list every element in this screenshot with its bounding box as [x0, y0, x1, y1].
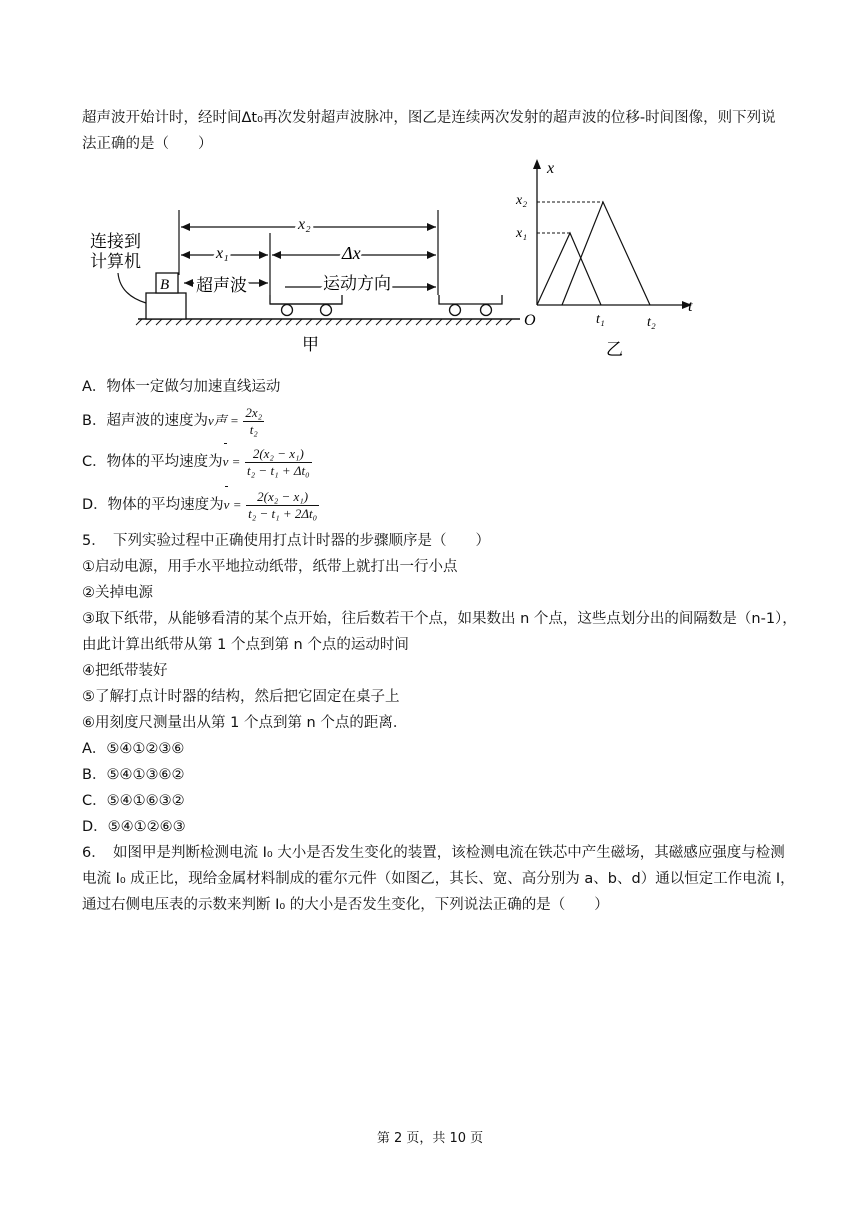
q4-option-b-denominator: t₂	[249, 421, 258, 437]
q5-option-b: B．⑤④①③⑥②	[82, 767, 185, 783]
q4-option-d-fraction	[246, 489, 319, 522]
q5-step-3-line-2: 由此计算出纸带从第 1 个点到第 n 个点的运动时间	[82, 637, 409, 653]
q4-option-d-denominator: t₂ − t₁ + 2Δt₀	[248, 505, 318, 521]
q5-step-2: ②关掉电源	[82, 585, 153, 601]
computer-label-line-2: 计算机	[90, 252, 141, 272]
q4-option-c-text: C．物体的平均速度为	[82, 454, 223, 470]
q5-step-6: ⑥用刻度尺测量出从第 1 个点到第 n 个点的距离．	[82, 715, 408, 731]
t2-tick-label: t₂	[647, 315, 656, 330]
axis-t-label: t	[688, 298, 693, 315]
t1-tick-label: t₁	[596, 312, 605, 327]
figure-jia	[80, 195, 520, 360]
q4-option-a: A．物体一定做匀加速直线运动	[82, 379, 281, 395]
q4-option-b	[82, 402, 264, 440]
computer-label-line-1: 连接到	[90, 232, 141, 252]
q4-option-c-numerator: 2(x₂ − x₁)	[245, 446, 312, 463]
q5-step-3-line-1: ③取下纸带，从能够看清的某个点开始，往后数若干个点，如果数出 n 个点，这些点划分出的间隔数是（n-1），	[82, 611, 797, 627]
q5-option-c: C．⑤④①⑥③②	[82, 793, 185, 809]
axis-x-label: x	[547, 160, 555, 177]
q4-option-b-text: B．超声波的速度为	[82, 413, 208, 429]
q4-option-d-text: D．物体的平均速度为	[82, 497, 224, 513]
v-bar-symbol: v	[223, 443, 229, 481]
q5-option-a: A．⑤④①②③⑥	[82, 741, 185, 757]
q5-option-d: D．⑤④①②⑥③	[82, 819, 186, 835]
v-bar-symbol: v	[224, 486, 230, 524]
question-6-stem-line-3: 通过右侧电压表的示数来判断 I₀ 的大小是否发生变化，下列说法正确的是（ ）	[82, 897, 609, 913]
equals-sign: =	[229, 497, 242, 512]
q4-option-c	[82, 443, 312, 481]
figure-jia-caption: 甲	[302, 335, 319, 355]
q5-step-1: ①启动电源，用手水平地拉动纸带，纸带上就打出一行小点	[82, 559, 458, 575]
origin-label: O	[524, 312, 536, 329]
x2-tick-label: x₂	[516, 193, 528, 208]
q4-option-c-fraction	[245, 446, 312, 479]
question-4-stem-line-1: 超声波开始计时，经时间Δt₀再次发射超声波脉冲，图乙是连续两次发射的超声波的位移-时间图像，则下列说	[82, 110, 776, 126]
figure-yi	[510, 155, 710, 360]
x1-tick-label: x₁	[516, 226, 528, 241]
question-5-stem: 5． 下列实验过程中正确使用打点计时器的步骤顺序是（ ）	[82, 533, 490, 549]
q4-option-b-fraction	[243, 405, 264, 438]
q4-option-d-numerator: 2(x₂ − x₁)	[246, 489, 319, 506]
q4-option-b-lhs: v声 =	[207, 413, 239, 428]
page-footer: 第 2 页，共 10 页	[376, 1131, 484, 1146]
x2-label: x₂	[298, 216, 311, 233]
q5-step-4: ④把纸带装好	[82, 663, 168, 679]
delta-x-label: Δx	[342, 243, 361, 263]
x1-label: x₁	[216, 245, 229, 262]
device-b-label: B	[160, 277, 170, 293]
motion-direction-label: 运动方向	[323, 274, 391, 294]
question-6-stem-line-1: 6． 如图甲是判断检测电流 I₀ 大小是否发生变化的装置，该检测电流在铁芯中产生磁场，其磁感应强度与检测	[82, 845, 785, 861]
ultrasound-label: 超声波	[196, 276, 247, 296]
question-4-stem-line-2: 法正确的是（ ）	[82, 136, 213, 152]
q4-option-b-numerator: 2x₂	[245, 404, 263, 420]
question-6-stem-line-2: 电流 I₀ 成正比，现给金属材料制成的霍尔元件（如图乙，其长、宽、高分别为 a、b、d）通以恒定工作电流 I，	[82, 871, 795, 887]
equals-sign: =	[228, 454, 241, 469]
q4-option-d	[82, 486, 319, 524]
q4-option-c-denominator: t₂ − t₁ + Δt₀	[247, 462, 310, 478]
figure-yi-caption: 乙	[606, 340, 623, 360]
q5-step-5: ⑤了解打点计时器的结构，然后把它固定在桌子上	[82, 689, 400, 705]
